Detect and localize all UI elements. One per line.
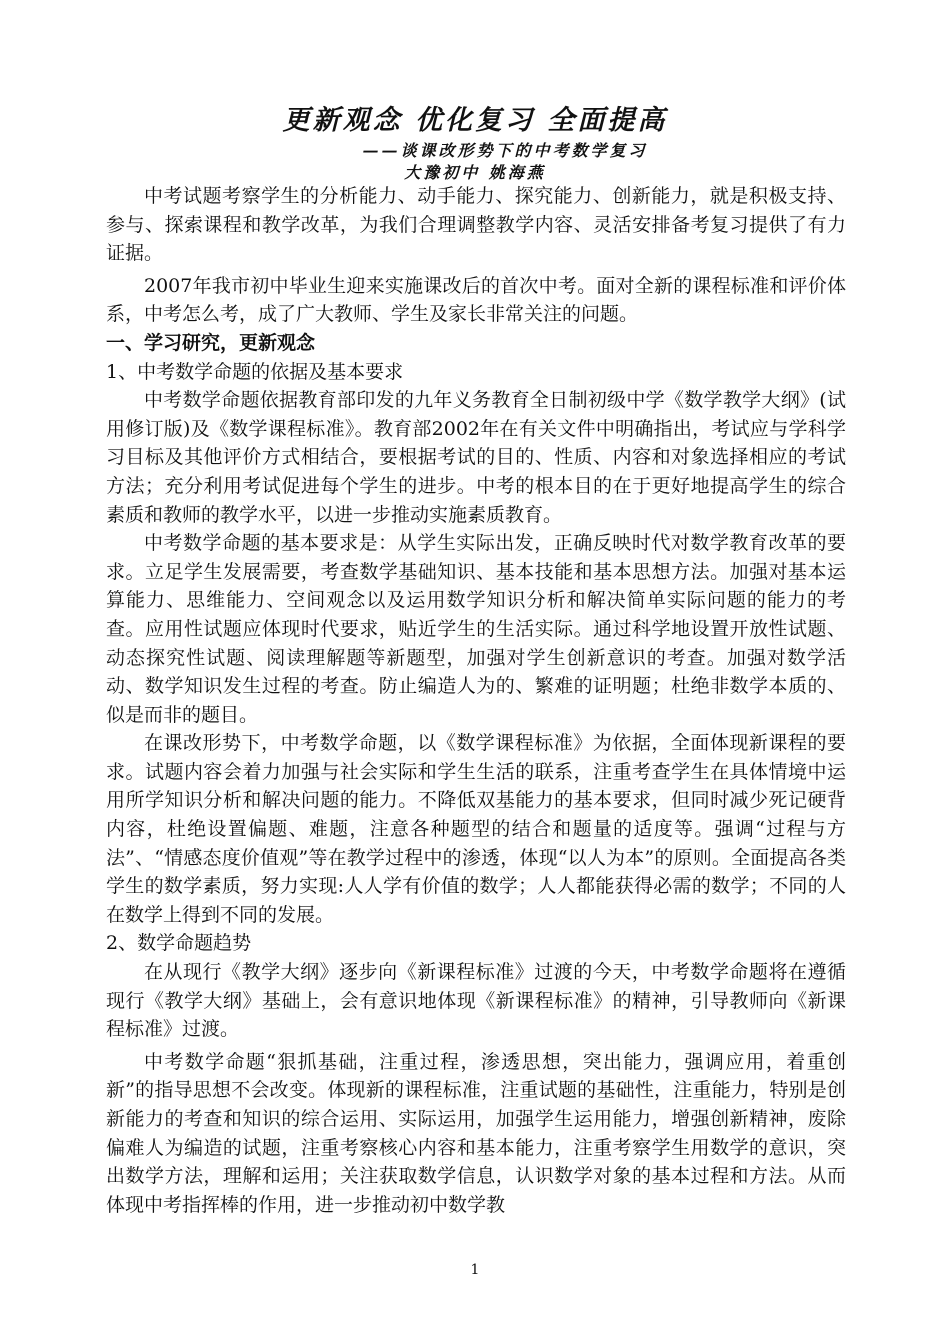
subsection-heading-2: 2、数学命题趋势 [106,932,252,955]
paragraph-reform: 在课改形势下，中考数学命题，以《数学课程标准》为依据，全面体现新课程的要求。试题内容会着力加强与社会实际和学生生活的联系，注重考查学生在具体情境中运用所学知识分析和解决问题的能力。不降低双基能力的基本要求，但同时减少死记硬背内容，杜绝设置偏题、难题，注意各种题型的结合和题量的适度等。强调“过程与方法”、“情感态度价值观”等在教学过程中的渗透，体现“以人为本”的原则。全面提高各类学生的数学素质，努力实现:人人学有价值的数学；人人都能获得必需的数学；不同的人在数学上得到不同的发展。 [106,732,846,926]
document-body [106,182,846,1219]
paragraph-2007: 2007年我市初中毕业生迎来实施课改后的首次中考。面对全新的课程标准和评价体系，中考怎么考，成了广大教师、学生及家长非常关注的问题。 [106,274,846,326]
subsection-heading-1: 1、中考数学命题的依据及基本要求 [106,360,404,383]
paragraph-guideline: 中考数学命题“狠抓基础，注重过程，渗透思想，突出能力，强调应用，着重创新”的指导思想不会改变。体现新的课程标准，注重试题的基础性，注重能力，特别是创新能力的考查和知识的综合运用、实际运用，加强学生运用能力，增强创新精神，废除偏难人为编造的试题，注重考察核心内容和基本能力，注重考察学生用数学的意识，突出数学方法，理解和运用；关注获取数学信息，认识数学对象的基本过程和方法。从而体现中考指挥棒的作用，进一步推动初中数学教 [106,1050,846,1216]
paragraph-intro: 中考试题考察学生的分析能力、动手能力、探究能力、创新能力，就是积极支持、参与、探索课程和教学改革，为我们合理调整教学内容、灵活安排备考复习提供了有力证据。 [106,185,846,265]
document-author: 大豫初中 姚海燕 [404,163,546,182]
section-heading: 一、学习研究，更新观念 [106,331,316,354]
paragraph-basis: 中考数学命题依据教育部印发的九年义务教育全日制初级中学《数学教学大纲》(试用修订版)及《数学课程标准》。教育部2002年在有关文件中明确指出，考试应与学科学习目标及其他评价方式相结合，要根据考试的目的、性质、内容和对象选择相应的考试方法；充分利用考试促进每个学生的进步。中考的根本目的在于更好地提高学生的综合素质和教师的教学水平，以进一步推动实施素质教育。 [106,389,846,526]
paragraph-requirements: 中考数学命题的基本要求是：从学生实际出发，正确反映时代对数学教育改革的要求。立足学生发展需要，考查数学基础知识、基本技能和基本思想方法。加强对基本运算能力、思维能力、空间观念以及运用数学知识分析和解决简单实际问题的能力的考查。应用性试题应体现时代要求，贴近学生的生活实际。通过科学地设置开放性试题、动态探究性试题、阅读理解题等新题型，加强对学生创新意识的考查。加强对数学活动、数学知识发生过程的考查。防止编造人为的、繁难的证明题；杜绝非数学本质的、似是而非的题目。 [106,532,846,726]
page-number: 1 [470,1262,480,1278]
document-subtitle: ——谈课改形势下的中考数学复习 [362,141,648,160]
paragraph-transition: 在从现行《教学大纲》逐步向《新课程标准》过渡的今天，中考数学命题将在遵循现行《教学大纲》基础上，会有意识地体现《新课程标准》的精神，引导教师向《新课程标准》过渡。 [106,961,846,1041]
document-title: 更新观念 优化复习 全面提高 [282,105,668,136]
